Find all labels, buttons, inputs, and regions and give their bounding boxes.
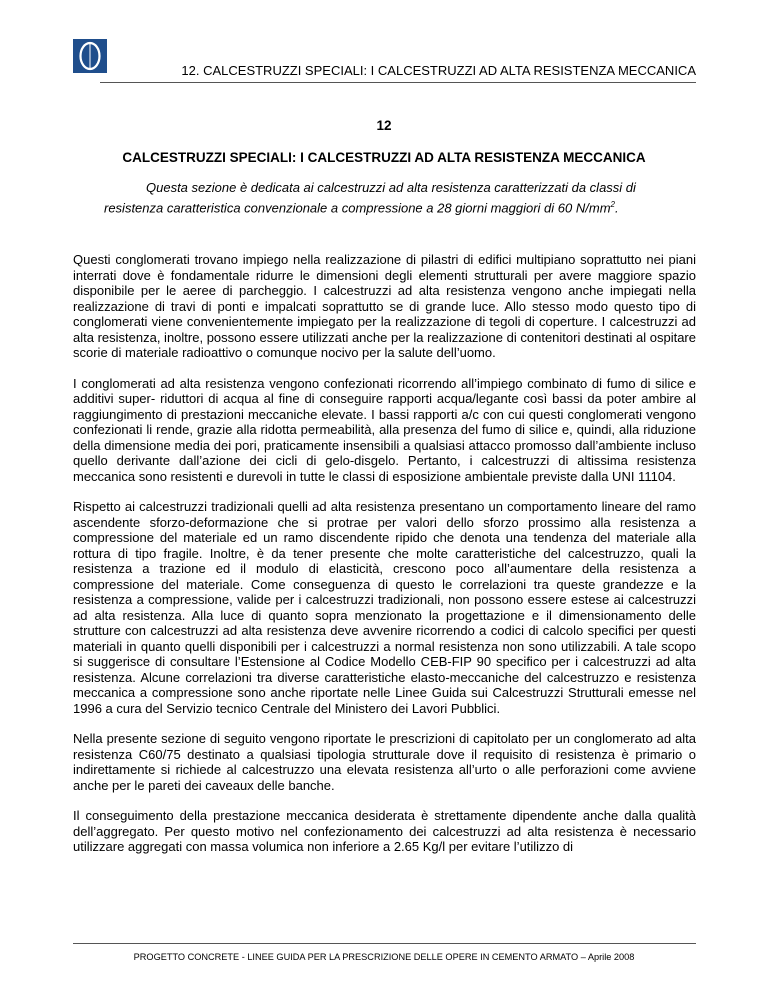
paragraph: Rispetto ai calcestruzzi tradizionali quelli ad alta resistenza presentano un comportamento lineare del ramo ascendente sforzo-deformazione che si protrae per valori dello sforzo prossimo alla resistenza a compressione del materiale ed un ramo discendente ripido che denota una tendenza del materiale alla rottura di tipo fragile. Inoltre, è da tener presente che molte caratteristiche del calcestruzzo, quali la resistenza a trazione ed il modulo di elasticità, crescono poco all’aumentare della resistenza a compressione del materiale. Come conseguenza di questo le correlazioni tra queste grandezze e la resistenza a compressione, valide per i calcestruzzi tradizionali, non possono essere estese ai calcestruzzi ad alta resistenza. Alla luce di quanto sopra menzionato la progettazione e il dimensionamento delle strutture con calcestruzzi ad alta resistenza deve avvenire ricorrendo a codici di calcolo specifici per questi materiali in quanto quelli disponibili per i calcestruzzi a normal resistenza non sono utilizzabili. A tale scopo si suggerisce di consultare l’Estensione al Codice Modello CEB-FIP 90 specifico per i calcestruzzi ad alta resistenza. Alcune correlazioni tra diverse caratteristiche elasto-meccaniche del calcestruzzo e resistenza meccanica a compressione sono anche riportate nelle Linee Guida sui Calcestruzzi Strutturali emesse nel 1996 a cura del Servizio tecnico Centrale del Ministero dei Lavori Pubblici. [73, 499, 696, 716]
footer-rule [73, 943, 696, 944]
abstract-end: . [614, 199, 619, 215]
chapter-number: 12 [376, 118, 392, 133]
section-abstract [104, 180, 688, 216]
running-header: 12. CALCESTRUZZI SPECIALI: I CALCESTRUZZI AD ALTA RESISTENZA MECCANICA [181, 63, 696, 78]
abstract-superscript: 2 [610, 199, 615, 209]
paragraph: I conglomerati ad alta resistenza vengono confezionati ricorrendo all’impiego combinato di fumo di silice e additivi super- riduttori di acqua al fine di conseguire rapporti acqua/legante così bassi da poter ambire al raggiungimento di prestazioni meccaniche elevate. I bassi rapporti a/c con cui questi conglomerati vengono confezionati li rende, grazie alla ridotta permeabilità, alla presenza del fumo di silice e, quindi, alla riduzione della dimensione media dei pori, praticamente insensibili a qualsiasi attacco promosso dall’ambiente incluso quello derivante dall’azione dei cicli di gelo-disgelo. Pertanto, i calcestruzzi di altissima resistenza meccanica sono resistenti e durevoli in tutte le classi di esposizione ambientale previste dalla UNI 11104. [73, 375, 696, 484]
paragraph: Il conseguimento della prestazione meccanica desiderata è strettamente dipendente anche dalla qualità dell’aggregato. Per questo motivo nel confezionamento dei calcestruzzi ad alta resistenza è necessario utilizzare aggregati con massa volumica non inferiore a 2.65 Kg/l per evitare l’utilizzo di [73, 808, 696, 854]
paragraph: Questi conglomerati trovano impiego nella realizzazione di pilastri di edifici multipiano soprattutto nei piani interrati dove è fondamentale ridurre le dimensioni degli elementi strutturali per avere maggiore spazio disponibile per le aeree di parcheggio. I calcestruzzi ad alta resistenza vengono anche impiegati nella realizzazione di travi di ponti e impalcati soprattutto se di grande luce. Allo stesso modo questo tipo di conglomerati viene convenientemente impiegato per la realizzazione di tegoli di coperture. I calcestruzzi ad alta resistenza, inoltre, possono essere utilizzati anche per la realizzazione di contenitori destinati al ospitare scorie di materiale radioattivo o comunque nocivo per la salute dell’uomo. [73, 252, 696, 360]
page-footer: PROGETTO CONCRETE - LINEE GUIDA PER LA PRESCRIZIONE DELLE OPERE IN CEMENTO ARMATO – Aprile 2008 [133, 952, 635, 962]
abstract-text: Questa sezione è dedicata ai calcestruzzi ad alta resistenza caratterizzati da classi di resistenza caratteristica convenzionale a compressione a 28 giorni maggiori di 60 N/mm [104, 180, 636, 215]
chapter-title: CALCESTRUZZI SPECIALI: I CALCESTRUZZI AD ALTA RESISTENZA MECCANICA [122, 150, 646, 165]
paragraph: Nella presente sezione di seguito vengono riportate le prescrizioni di capitolato per un conglomerato ad alta resistenza C60/75 destinato a qualsiasi tipologia strutturale dove il requisito di resistenza è primario o indirettamente si richiede al calcestruzzo una elevata resistenza all’urto o alle perforazioni come avviene anche per le pareti dei caveaux delle banche. [73, 731, 696, 793]
body-text [73, 252, 696, 870]
header-rule [100, 82, 696, 83]
